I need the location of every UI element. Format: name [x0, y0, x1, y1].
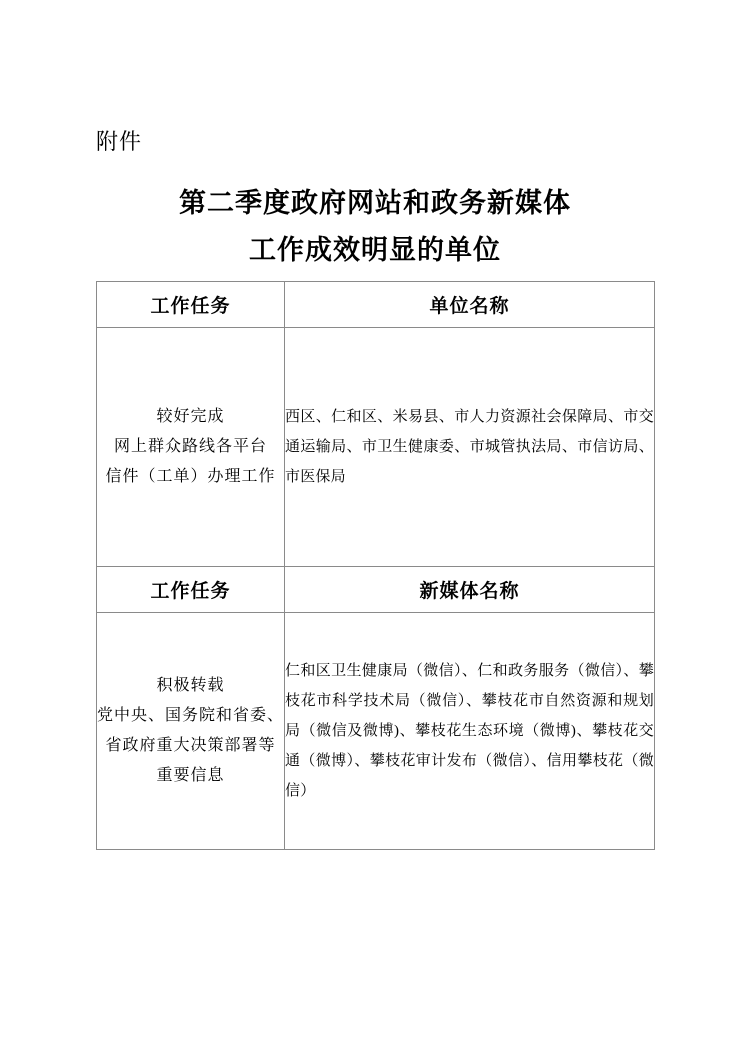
results-table [96, 281, 655, 850]
header-cell-unit-name: 单位名称 [285, 282, 655, 328]
newmedia-names-cell: 仁和区卫生健康局（微信）、仁和政务服务（微信）、攀枝花市科学技术局（微信）、攀枝花市自然资源和规划局（微信及微博)、攀枝花生态环境（微博)、攀枝花交通（微博）、攀枝花审计发布（微信）、信用攀枝花（微信） [285, 613, 655, 850]
header-cell-task-1: 工作任务 [97, 282, 285, 328]
task-line: 党中央、国务院和省委、 [97, 707, 285, 724]
document-title [0, 180, 750, 274]
table-header-row-websites [97, 282, 655, 328]
task-line: 省政府重大决策部署等 [105, 737, 276, 754]
title-line-2: 工作成效明显的单位 [249, 235, 501, 265]
task-line: 网上群众路线各平台 [113, 438, 267, 455]
table-header-row-newmedia [97, 567, 655, 613]
table-row-newmedia [97, 613, 655, 850]
title-line-1: 第二季度政府网站和政务新媒体 [179, 188, 571, 218]
task-line: 积极转载 [156, 677, 225, 694]
task-line: 较好完成 [156, 408, 225, 425]
attachment-label: 附件 [96, 129, 143, 154]
header-cell-task-2: 工作任务 [97, 567, 285, 613]
task-line: 信件（工单）办理工作 [105, 468, 276, 485]
table-row-websites [97, 328, 655, 567]
task-line: 重要信息 [156, 767, 225, 784]
task-cell-websites [97, 328, 285, 567]
task-cell-newmedia [97, 613, 285, 850]
header-cell-newmedia-name: 新媒体名称 [285, 567, 655, 613]
unit-names-cell: 西区、仁和区、米易县、市人力资源社会保障局、市交通运输局、市卫生健康委、市城管执法局、市信访局、市医保局 [285, 328, 655, 567]
